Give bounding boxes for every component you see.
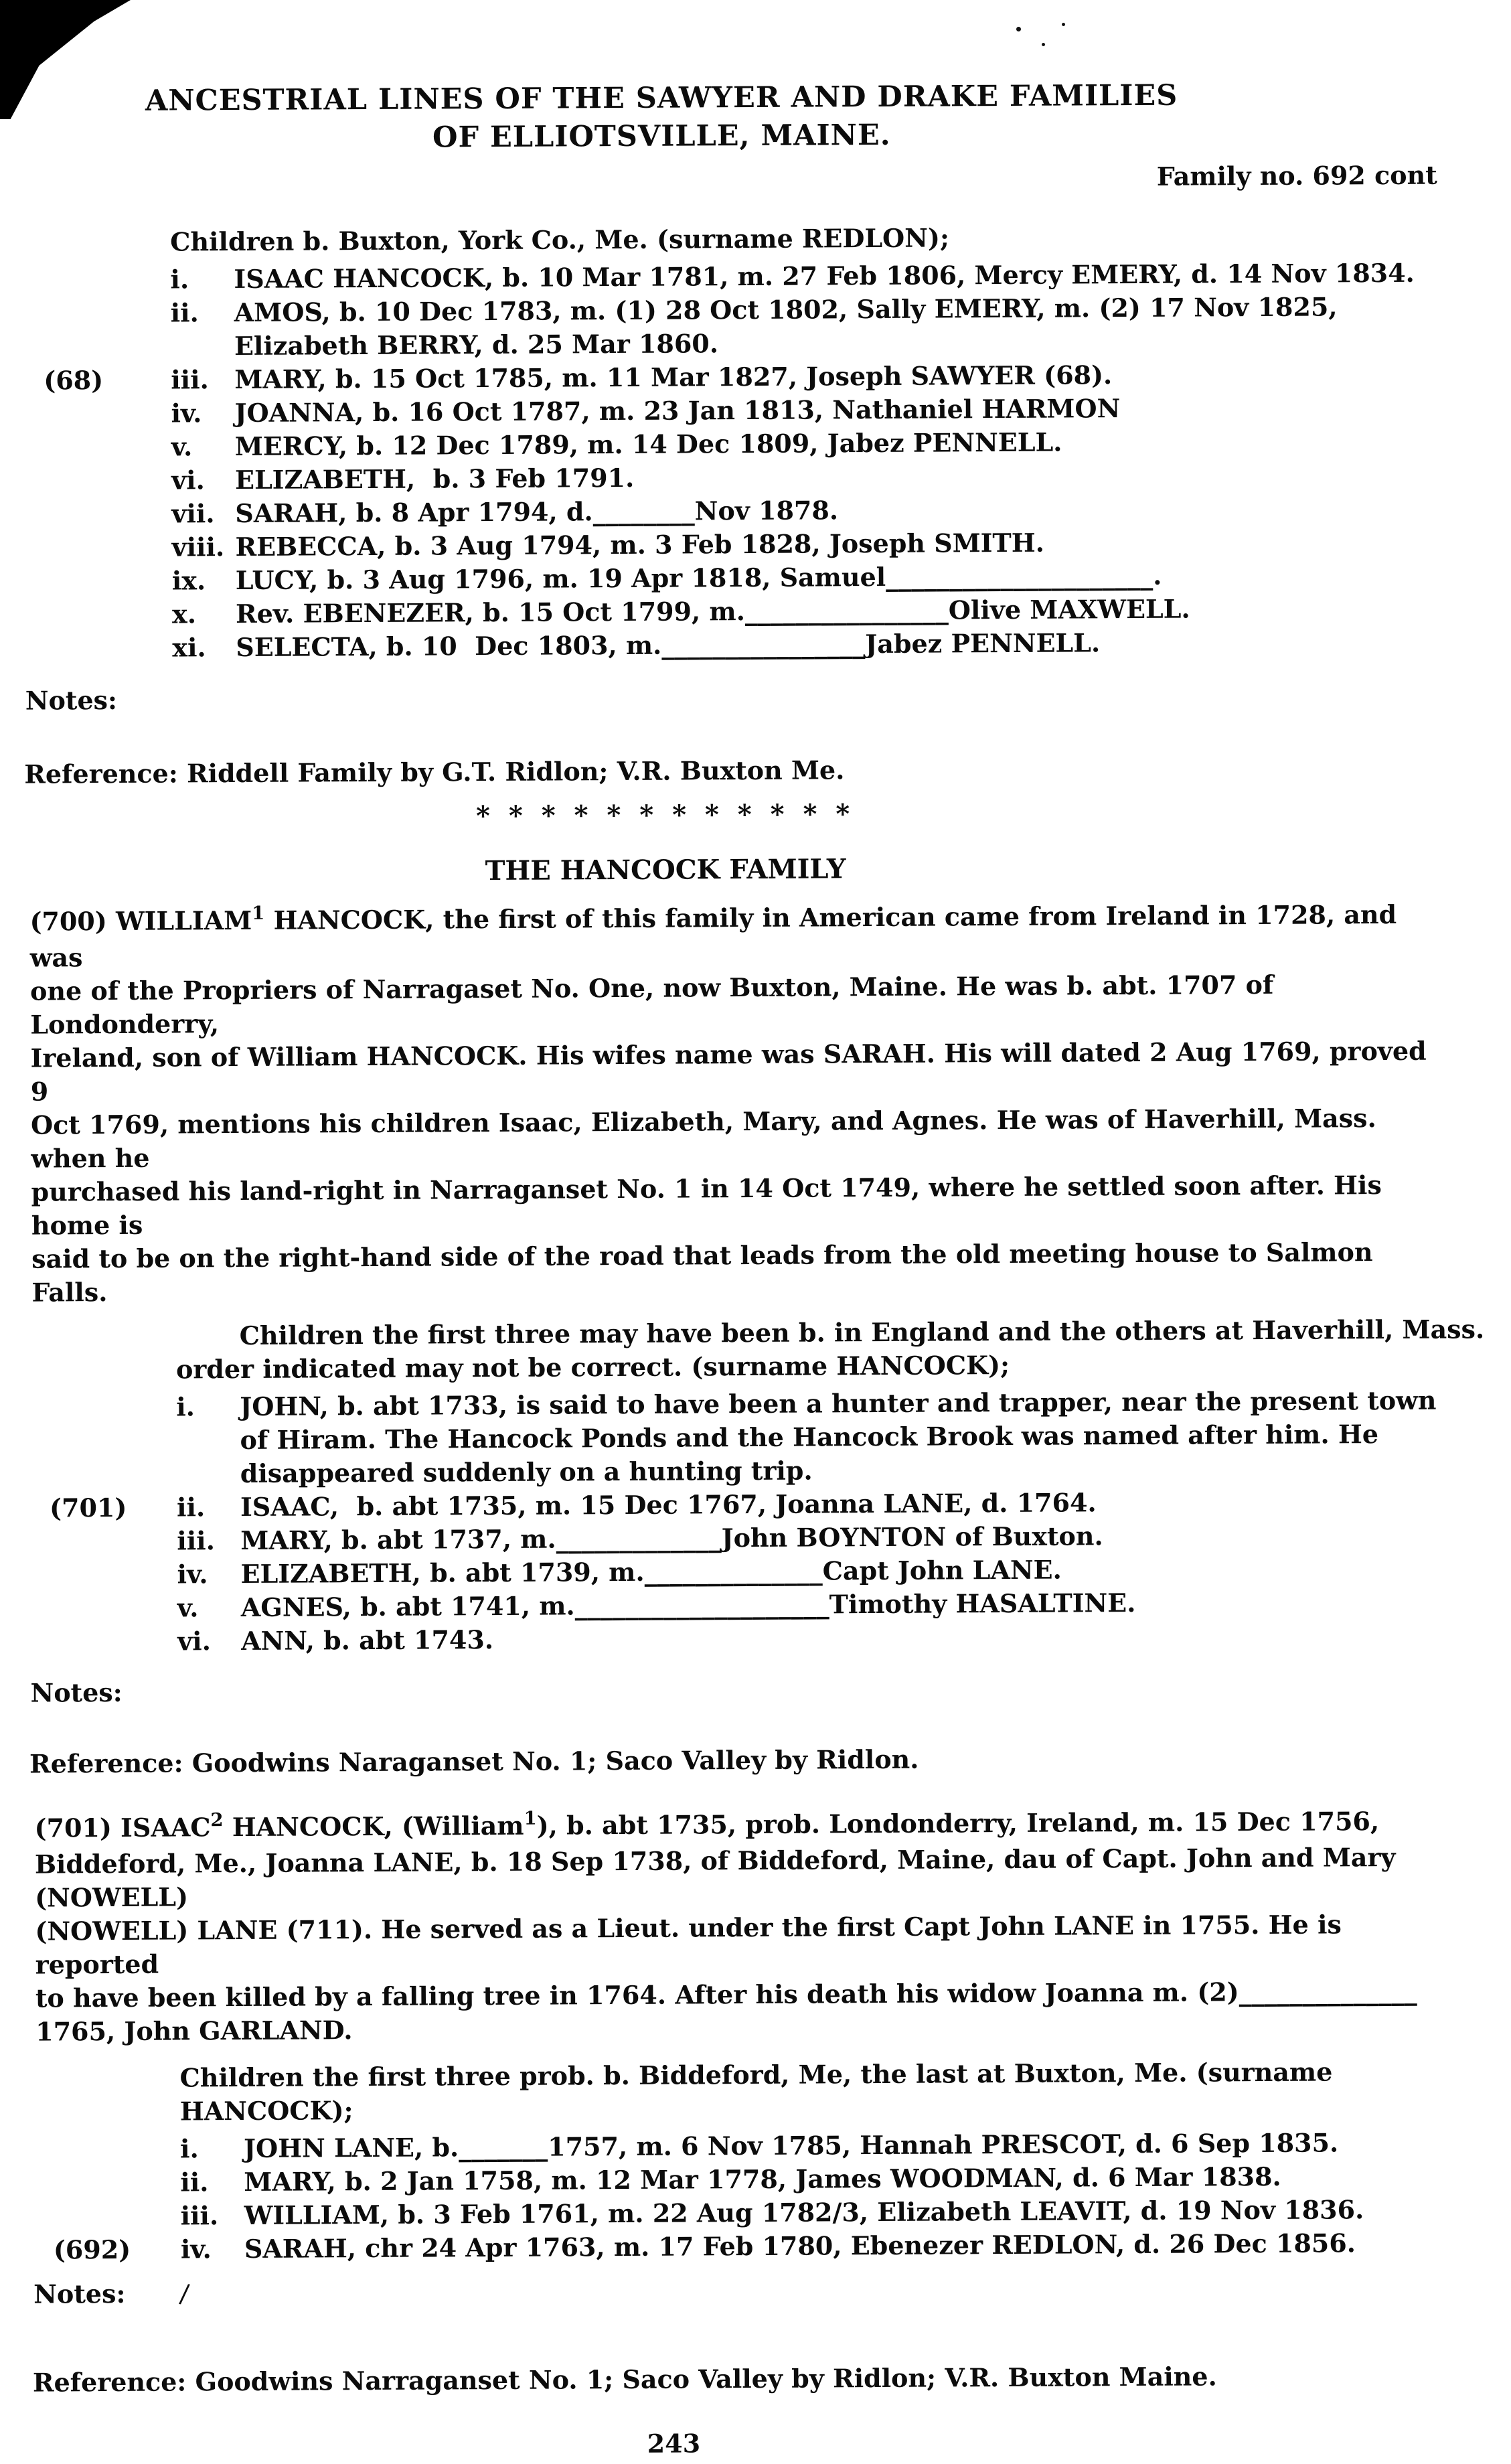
noise-speck bbox=[1016, 27, 1021, 31]
child-entry-text: MERCY, b. 12 Dec 1789, m. 14 Dec 1809, Jabez PENNELL. bbox=[234, 427, 1062, 462]
paragraph-line: said to be on the right-hand side of the road that leads from the old meeting house to Salmon Falls. bbox=[31, 1237, 1382, 1308]
child-entry-text: SARAH, b. 8 Apr 1794, d.________Nov 1878. bbox=[235, 495, 839, 529]
generation-superscript: 1 bbox=[252, 902, 265, 924]
paragraph-segment: HANCOCK, the first of this family in American came from Ireland in 1728, and was bbox=[29, 899, 1406, 973]
children-list-701 bbox=[6, 2125, 1510, 2267]
child-entry-text: MARY, b. abt 1737, m._____________John BOYNTON of Buxton. bbox=[240, 1521, 1103, 1556]
noise-speck bbox=[1062, 23, 1065, 26]
family-ref-number bbox=[44, 431, 171, 465]
child-roman-numeral: iv. bbox=[177, 1559, 208, 1590]
noise-speck bbox=[1042, 43, 1045, 46]
family-number-label: Family no. 692 cont bbox=[1156, 159, 1437, 191]
child-entry-text: ISAAC, b. abt 1735, m. 15 Dec 1767, Joanna LANE, d. 1764. bbox=[240, 1487, 1097, 1523]
child-roman-numeral: i. bbox=[176, 1391, 195, 1422]
family-ref-number bbox=[45, 564, 172, 599]
section-divider-stars: * * * * * * * * * * * * bbox=[475, 798, 855, 832]
family-ref-number bbox=[44, 397, 171, 431]
title-line-1: ANCESTRIAL LINES OF THE SAWYER AND DRAKE FAMILIES bbox=[145, 78, 1178, 118]
family-ref-number bbox=[44, 297, 171, 364]
family-ref-number: (701) bbox=[49, 1492, 127, 1523]
notes-label-with-mark bbox=[7, 2270, 1510, 2311]
children-heading-692: Children b. Buxton, York Co., Me. (surname REDLON); bbox=[170, 222, 950, 257]
family-ref-number: (692) bbox=[53, 2234, 131, 2265]
child-row bbox=[7, 2226, 1510, 2267]
child-entry-text: MARY, b. 2 Jan 1758, m. 12 Mar 1778, James WOODMAN, d. 6 Mar 1838. bbox=[244, 2161, 1281, 2197]
paragraph-line: purchased his land-right in Narraganset No. 1 in 14 Oct 1749, where he settled soon after. His home is bbox=[31, 1170, 1391, 1241]
child-roman-numeral: iv. bbox=[180, 2234, 212, 2264]
family-ref-number bbox=[53, 2165, 180, 2200]
paragraph-700-william-hancock bbox=[0, 898, 1451, 1310]
family-ref-number bbox=[49, 1391, 177, 1492]
notes-label: Notes: bbox=[30, 1677, 123, 1708]
child-roman-numeral: i. bbox=[179, 2133, 199, 2164]
paragraph-line: (NOWELL) LANE (711). He served as a Lieut. under the first Capt John LANE in 1755. He is reported bbox=[35, 1909, 1351, 1980]
child-entry-text: ISAAC HANCOCK, b. 10 Mar 1781, m. 27 Feb 1806, Mercy EMERY, d. 14 Nov 1834. bbox=[234, 257, 1415, 295]
children-intro-line-2: order indicated may not be correct. (surname HANCOCK); bbox=[175, 1349, 1010, 1385]
child-entry-text: ANN, b. abt 1743. bbox=[241, 1624, 494, 1657]
children-list-700 bbox=[2, 1383, 1506, 1659]
child-entry-text: Rev. EBENEZER, b. 15 Oct 1799, m.________________Olive MAXWELL. bbox=[235, 593, 1190, 629]
child-roman-numeral: iii. bbox=[171, 364, 209, 395]
paragraph-line: Ireland, son of William HANCOCK. His wifes name was SARAH. His will dated 2 Aug 1769, proved 9 bbox=[30, 1035, 1436, 1107]
family-ref-number bbox=[53, 2132, 180, 2166]
title-line-2: OF ELLIOTSVILLE, MAINE. bbox=[432, 118, 891, 155]
child-entry-text: REBECCA, b. 3 Aug 1794, m. 3 Feb 1828, Joseph SMITH. bbox=[235, 527, 1045, 562]
child-entry-text: AGNES, b. abt 1741, m.____________________Timothy HASALTINE. bbox=[240, 1588, 1136, 1623]
paragraph-line: one of the Propriers of Narragaset No. One, now Buxton, Maine. He was b. abt. 1707 of Londonderry, bbox=[29, 969, 1283, 1040]
reference-text: Reference: Riddell Family by G.T. Ridlon; V.R. Buxton Me. bbox=[24, 755, 845, 789]
family-ref-number bbox=[44, 531, 171, 565]
paragraph-line: Oct 1769, mentions his children Isaac, Elizabeth, Mary, and Agnes. He was of Haverhill, Mass. when he bbox=[30, 1103, 1386, 1174]
notes-label: Notes: bbox=[33, 2278, 126, 2309]
hancock-family-heading: THE HANCOCK FAMILY bbox=[485, 853, 846, 887]
paragraph-segment: ), b. abt 1735, prob. Londonderry, Ireland, m. 15 Dec 1756, bbox=[536, 1806, 1380, 1841]
child-entry-text: ELIZABETH, b. 3 Feb 1791. bbox=[234, 462, 635, 495]
child-roman-numeral: xi. bbox=[172, 632, 206, 663]
stray-pen-mark: / bbox=[178, 2278, 191, 2309]
document-title bbox=[0, 76, 1328, 159]
child-entry-text: LUCY, b. 3 Aug 1796, m. 19 Apr 1818, Samuel_____________________. bbox=[235, 560, 1162, 596]
generation-superscript: 2 bbox=[210, 1809, 224, 1831]
child-roman-numeral: x. bbox=[171, 599, 197, 629]
child-entry-text: MARY, b. 15 Oct 1785, m. 11 Mar 1827, Joseph SAWYER (68). bbox=[234, 360, 1113, 395]
reference-text: Reference: Goodwins Naraganset No. 1; Saco Valley by Ridlon. bbox=[29, 1744, 919, 1779]
child-roman-numeral: viii. bbox=[171, 532, 225, 562]
child-row bbox=[0, 624, 1501, 666]
child-row bbox=[0, 289, 1500, 364]
child-row bbox=[2, 1383, 1506, 1492]
family-ref-number bbox=[44, 497, 171, 532]
generation-superscript: 1 bbox=[524, 1807, 537, 1829]
notes-label: Notes: bbox=[25, 684, 118, 716]
child-entry-text: WILLIAM, b. 3 Feb 1761, m. 22 Aug 1782/3, Elizabeth LEAVIT, d. 19 Nov 1836. bbox=[244, 2194, 1364, 2230]
reference-text: Reference: Goodwins Narraganset No. 1; Saco Valley by Ridlon; V.R. Buxton Maine. bbox=[32, 2361, 1217, 2398]
children-list-692 bbox=[0, 256, 1501, 666]
paragraph-segment: (701) ISAAC bbox=[34, 1812, 211, 1843]
child-entry-text: JOANNA, b. 16 Oct 1787, m. 23 Jan 1813, Nathaniel HARMON bbox=[234, 393, 1121, 429]
family-ref-number bbox=[44, 464, 171, 498]
child-roman-numeral: ix. bbox=[171, 565, 206, 596]
children-intro-line: Children the first three prob. b. Biddeford, Me, the last at Buxton, Me. (surname HANCOCK); bbox=[179, 2056, 1333, 2127]
child-roman-numeral: v. bbox=[171, 431, 193, 462]
page-number: 243 bbox=[647, 2428, 701, 2459]
child-entry-text: JOHN, b. abt 1733, is said to have been a hunter and trapper, near the present town of Hiram. The Hancock Ponds and the Hancock Brook was named after him. He disappeared suddenly on a hunting trip. bbox=[240, 1385, 1445, 1489]
child-roman-numeral: ii. bbox=[170, 297, 199, 328]
family-ref-number bbox=[43, 263, 170, 297]
family-ref-number bbox=[53, 2199, 180, 2233]
family-ref-number: (68) bbox=[44, 365, 104, 396]
child-roman-numeral: iv. bbox=[171, 398, 202, 429]
child-roman-numeral: vi. bbox=[177, 1626, 211, 1657]
paragraph-line: Biddeford, Me., Joanna LANE, b. 18 Sep 1738, of Biddeford, Maine, dau of Capt. John and Mary (NOWELL) bbox=[34, 1841, 1405, 1913]
child-entry-text: SELECTA, b. 10 Dec 1803, m.________________Jabez PENNELL. bbox=[236, 627, 1101, 663]
child-roman-numeral: i. bbox=[170, 264, 189, 295]
child-entry-text: JOHN LANE, b._______1757, m. 6 Nov 1785, Hannah PRESCOT, d. 6 Sep 1835. bbox=[243, 2127, 1339, 2163]
child-roman-numeral: vi. bbox=[171, 465, 205, 495]
family-ref-number bbox=[45, 631, 172, 666]
paragraph-line: 1765, John GARLAND. bbox=[35, 2015, 353, 2047]
child-roman-numeral: vii. bbox=[171, 498, 215, 529]
child-roman-numeral: ii. bbox=[176, 1492, 206, 1523]
paragraph-line: to have been killed by a falling tree in 1764. After his death his widow Joanna m. (2)______________ bbox=[35, 1975, 1417, 2013]
children-intro-line-1: Children the first three may have been b. in England and the others at Haverhill, Mass. bbox=[239, 1314, 1485, 1351]
child-roman-numeral: iii. bbox=[177, 1525, 216, 1556]
paragraph-line bbox=[29, 898, 1449, 975]
family-ref-number bbox=[50, 1558, 177, 1592]
family-ref-number bbox=[50, 1592, 177, 1626]
child-entry-text: AMOS, b. 10 Dec 1783, m. (1) 28 Oct 1802, Sally EMERY, m. (2) 17 Nov 1825, Elizabeth BERRY, d. 25 Mar 1860. bbox=[234, 291, 1346, 362]
child-roman-numeral: iii. bbox=[180, 2200, 219, 2231]
child-entry-text: ELIZABETH, b. abt 1739, m.______________Capt John LANE. bbox=[240, 1554, 1062, 1590]
child-row bbox=[3, 1618, 1506, 1659]
child-roman-numeral: v. bbox=[177, 1592, 199, 1623]
child-roman-numeral: ii. bbox=[180, 2167, 209, 2198]
paragraph-701-isaac-hancock bbox=[4, 1804, 1455, 2049]
family-ref-number bbox=[50, 1525, 177, 1559]
child-entry-text: SARAH, chr 24 Apr 1763, m. 17 Feb 1780, Ebenezer REDLON, d. 26 Dec 1856. bbox=[244, 2228, 1356, 2264]
family-ref-number bbox=[50, 1625, 177, 1659]
paragraph-segment: (700) WILLIAM bbox=[29, 905, 252, 937]
paragraph-segment: HANCOCK, (William bbox=[223, 1810, 524, 1843]
family-ref-number bbox=[45, 598, 172, 632]
